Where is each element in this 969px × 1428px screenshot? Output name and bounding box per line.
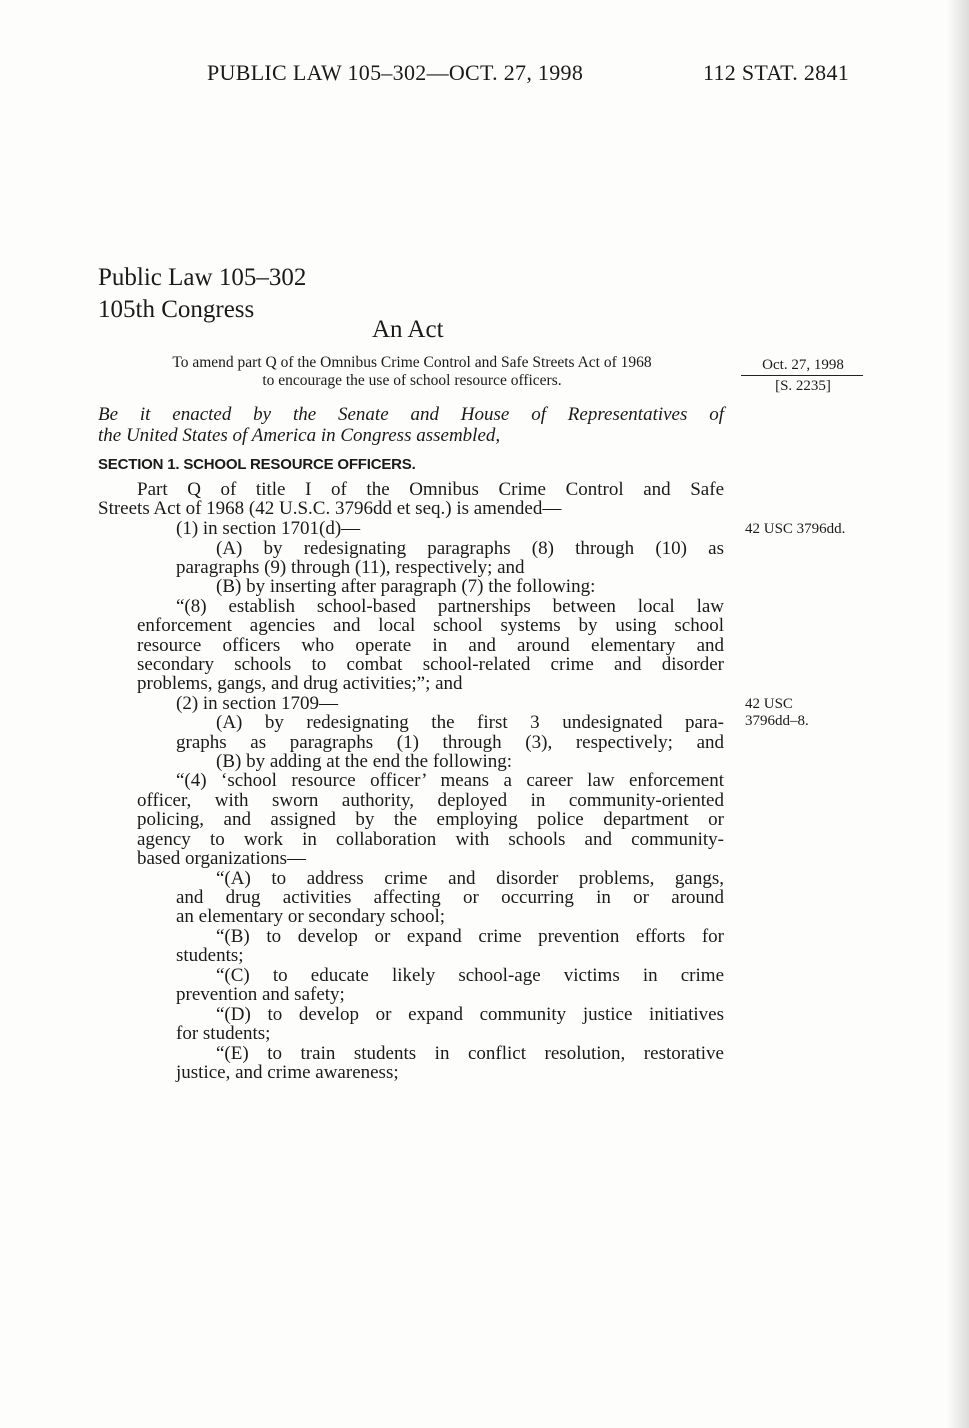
purpose-line-2: to encourage the use of school resource officers. [262, 372, 562, 389]
body-line: “(C) to educate likely school-age victims in crime [216, 965, 724, 986]
body-line: resource officers who operate in and around elementary and [137, 635, 724, 656]
enacting-line-2: the United States of America in Congress assembled, [98, 425, 501, 446]
body-line: “(A) to address crime and disorder problems, gangs, [216, 868, 724, 889]
margin-note-usc-2 [745, 696, 809, 730]
body-line: graphs as paragraphs (1) through (3), respectively; and [176, 732, 724, 753]
public-law-number: Public Law 105–302 [98, 264, 307, 291]
body-line: secondary schools to combat school-related crime and disorder [137, 654, 724, 675]
body-line: for students; [176, 1023, 271, 1044]
body-line: and drug activities affecting or occurring in or around [176, 887, 724, 908]
body-line: Part Q of title I of the Omnibus Crime Control and Safe [137, 479, 724, 500]
body-line: (A) by redesignating paragraphs (8) through (10) as [216, 538, 724, 559]
body-line: “(D) to develop or expand community justice initiatives [216, 1004, 724, 1025]
body-line: paragraphs (9) through (11), respectively; and [176, 557, 525, 578]
body-line: “(B) to develop or expand crime prevention efforts for [216, 926, 724, 947]
body-line: policing, and assigned by the employing police department or [137, 809, 724, 830]
body-line: (A) by redesignating the first 3 undesignated para- [216, 712, 724, 733]
enacting-line-1: Be it enacted by the Senate and House of Representatives of [98, 404, 724, 425]
running-header-right: 112 STAT. 2841 [703, 60, 850, 85]
body-line: based organizations— [137, 848, 307, 869]
section-heading: SECTION 1. SCHOOL RESOURCE OFFICERS. [98, 456, 416, 473]
body-line: agency to work in collaboration with schools and community- [137, 829, 724, 850]
body-line: justice, and crime awareness; [176, 1062, 399, 1083]
body-line: (B) by inserting after paragraph (7) the following: [216, 576, 596, 597]
body-line: (1) in section 1701(d)— [176, 518, 361, 539]
congress-number: 105th Congress [98, 296, 255, 323]
body-line: “(4) ‘school resource officer’ means a career law enforcement [176, 770, 724, 791]
scan-edge-shadow [947, 0, 969, 1428]
body-line: students; [176, 945, 244, 966]
margin-note-usc-2-line-2: 3796dd–8. [745, 713, 809, 729]
body-line: Streets Act of 1968 (42 U.S.C. 3796dd et seq.) is amended— [98, 498, 562, 519]
body-line: (2) in section 1709— [176, 693, 339, 714]
body-line: (B) by adding at the end the following: [216, 751, 513, 772]
enactment-date: Oct. 27, 1998 [762, 357, 844, 373]
running-header-left: PUBLIC LAW 105–302—OCT. 27, 1998 [207, 60, 584, 85]
body-line: “(E) to train students in conflict resolution, restorative [216, 1043, 724, 1064]
law-title-block [98, 262, 306, 326]
body-line: “(8) establish school-based partnerships between local law [176, 596, 724, 617]
body-line: prevention and safety; [176, 984, 345, 1005]
bill-number: [S. 2235] [775, 378, 831, 394]
enacting-clause [98, 404, 724, 446]
body-line: problems, gangs, and drug activities;”; and [137, 673, 463, 694]
act-purpose [132, 354, 692, 390]
purpose-line-1: To amend part Q of the Omnibus Crime Control and Safe Streets Act of 1968 [172, 354, 652, 371]
margin-rule [741, 375, 863, 376]
margin-note-usc-2-line-1: 42 USC [745, 696, 793, 712]
act-heading: An Act [372, 316, 444, 343]
body-line: an elementary or secondary school; [176, 906, 446, 927]
margin-note-usc-1: 42 USC 3796dd. [745, 521, 846, 537]
body-line: enforcement agencies and local school systems by using school [137, 615, 724, 636]
body-line: officer, with sworn authority, deployed in community-oriented [137, 790, 724, 811]
margin-date-block [745, 355, 861, 397]
